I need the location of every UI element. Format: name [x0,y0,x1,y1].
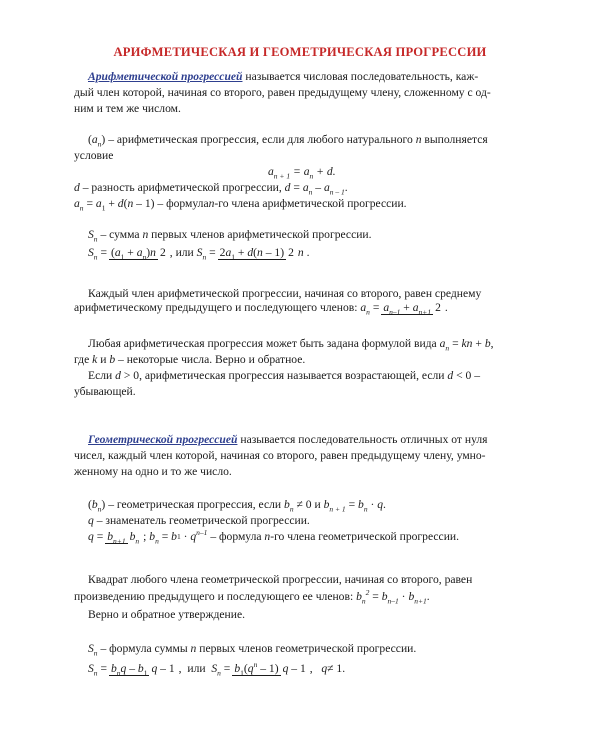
geom-definition-line-2: чисел, каждый член которой, начиная со второго, равен предыдущему члену, умно- [74,449,486,462]
arith-mean-line-2: арифметическому предыдущего и последующего членов: $a_n$ = $a_{n-1} + a_{n+1}$ 2 . [74,301,448,317]
geom-sum-formula: $S_n$ = $b_nq - b_1$ q – 1 , или $S_n$ = $b_1(q^n - 1)$ q – 1 , q ≠ 1. [88,660,346,678]
arith-mean-line-1: Каждый член арифметической прогрессии, начиная со второго, равен среднему [88,287,482,300]
arith-nth-term-line: $a_n = a_1 + d(n - 1)$ – формулаn-го члена арифметической прогрессии. [74,197,407,213]
page-title: АРИФМЕТИЧЕСКАЯ И ГЕОМЕТРИЧЕСКАЯ ПРОГРЕССИИ [113,45,487,59]
arith-increasing-line: Если d > 0, арифметическая прогрессия называется возрастающей, если d < 0 – [88,369,480,382]
arith-decreasing-line: убывающей. [74,385,136,398]
arith-definition-line-1: Арифметической прогрессией называется числовая последовательность, каж- [88,70,479,83]
arith-term: Арифметической прогрессией [88,70,243,83]
geom-nth-term-line: q = $b_{n+1}$ $b_n$ ; $b_n$ = b 1 · $q^{n-1}$ – формула n -го члена геометрической прогрессии. [88,528,460,546]
geom-definition-line-3: женному на одно и то же число. [74,465,232,478]
geom-square-line-2: произведению предыдущего и последующего ее членов: $b_n^2 = b_{n-1} \cdot b_{n+1}$. [74,588,430,606]
arith-kb-line-1: Любая арифметическая прогрессия может быть задана формулой вида $a_n$ = kn + b, [88,337,494,353]
geom-square-line-1: Квадрат любого члена геометрической прогрессии, начиная со второго, равен [88,573,473,586]
arith-sum-line: $S_n$ – сумма n первых членов арифметической прогрессии. [88,228,372,244]
arith-condition-line-1: $(a_n)$ – арифметическая прогрессия, если для любого натурального n выполняется [88,133,488,149]
arith-sum-formula: $S_n$ = $(a_1 + a_n)n$ 2 , или $S_n$ = $2a_1 + d(n - 1)$ 2 n . [88,246,310,262]
geom-converse-line: Верно и обратное утверждение. [88,608,245,621]
arith-difference-line: d – разность арифметической прогрессии, $d = a_n - a_{n - 1}$. [74,181,348,197]
geom-sum-line: $S_n$ – формула суммы n первых членов геометрической прогрессии. [88,642,417,658]
geom-condition-line: $(b_n)$ – геометрическая прогрессия, если $b_n \ne 0$ и $b_{n + 1} = b_n \cdot q$. [88,498,386,514]
geom-term: Геометрической прогрессией [88,433,238,446]
geom-ratio-line: q – знаменатель геометрической прогрессии. [88,514,310,527]
arith-kb-line-2: где k и b – некоторые числа. Верно и обратное. [74,353,306,366]
arith-definition-line-2: дый член которой, начиная со второго, равен предыдущему члену, сложенному с од- [74,86,491,99]
arith-recurrence-formula: $a_{n + 1} = a_n + d$. [268,165,336,181]
arith-definition-line-3: ним и тем же числом. [74,102,181,115]
arith-condition-line-2: условие [74,149,114,162]
geom-definition-line-1: Геометрической прогрессией называется последовательность отличных от нуля [88,433,488,446]
